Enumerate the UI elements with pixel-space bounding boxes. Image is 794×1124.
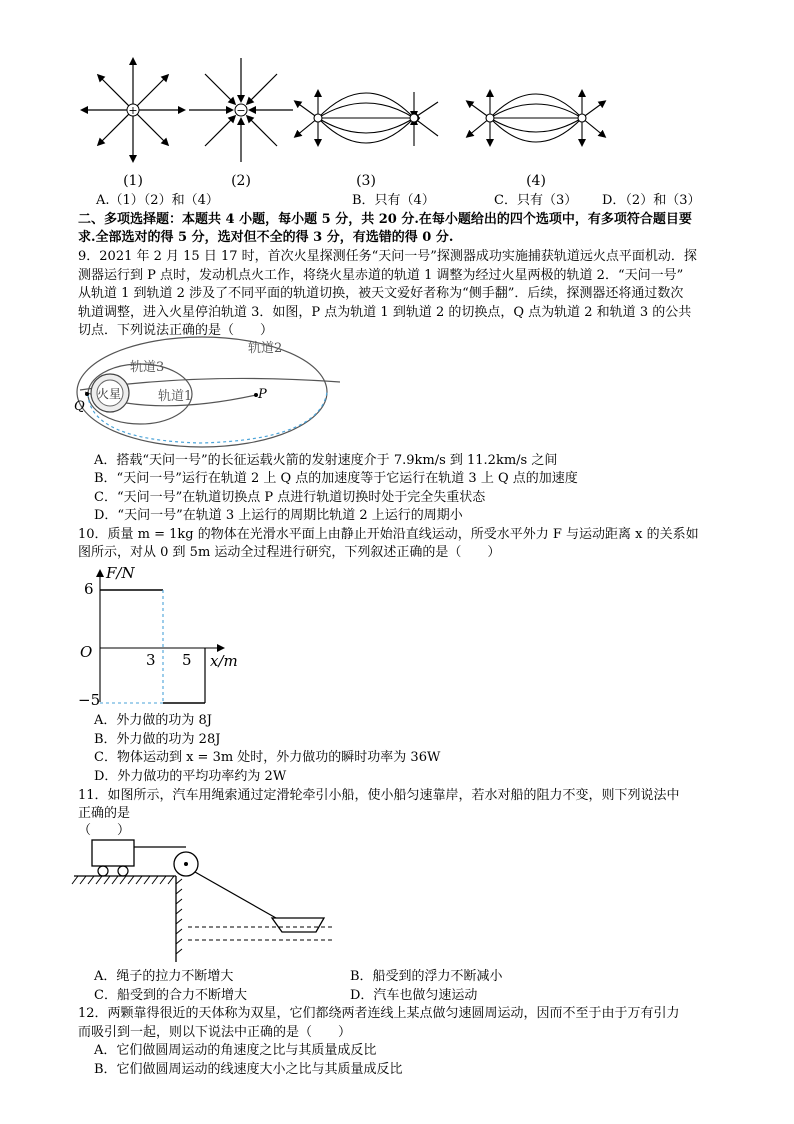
q10-line-2: 图所示，对从 0 到 5m 运动全过程进行研究，下列叙述正确的是（ ） — [78, 545, 501, 560]
q11-option-a: A．绳子的拉力不断增大 — [94, 969, 234, 984]
fig-label-2: (2) — [231, 173, 251, 189]
point-q-label: Q — [74, 399, 85, 414]
q9-line-1: 9．2021 年 2 月 15 日 17 时，首次火星探测任务“天问一号”探测器成功实施捕获轨道远火点平面机动．探 — [78, 249, 697, 264]
q8-option-c: C．只有（3） — [494, 193, 578, 208]
section2-heading-line1: 二、多项选择题：本题共 4 小题，每小题 5 分，共 20 分.在每小题给出的四个选项中，有多项符合题目要 — [78, 212, 692, 227]
q10-option-a: A．外力做的功为 8J — [94, 713, 213, 728]
q12-line-2: 而吸引到一起，则以下说法中正确的是（ ） — [78, 1025, 352, 1040]
q11-option-b: B．船受到的浮力不断减小 — [350, 969, 503, 984]
q9-option-d: D．“天问一号”在轨道 3 上运行的周期比轨道 2 上运行的周期小 — [94, 508, 463, 523]
fig-label-1: (1) — [123, 173, 143, 189]
y-tick-neg5: −5 — [78, 691, 101, 709]
q9-line-3: 从轨道 1 到轨道 2 涉及了不同平面的轨道切换，被天文爱好者称为“侧手翻”．后续，探测器还将通过数次 — [78, 286, 684, 301]
field-diagram-positive — [83, 60, 183, 160]
x-axis-label: x/m — [210, 652, 238, 670]
mars-label: 火星 — [97, 387, 122, 401]
q10-option-c: C．物体运动到 x = 3m 处时，外力做功的瞬时功率为 36W — [94, 750, 441, 765]
y-tick-6: 6 — [84, 580, 94, 598]
q11-line-2: 正确的是 — [78, 806, 131, 821]
q12-line-1: 12．两颗靠得很近的天体称为双星，它们都绕两者连线上某点做匀速圆周运动，因而不至于由于万有引力 — [78, 1006, 680, 1021]
orbit1-label: 轨道1 — [158, 389, 193, 404]
q9-line-2: 测器运行到 P 点时，发动机点火工作，将绕火星赤道的轨道 1 调整为经过火星两极的轨道 2．“天问一号” — [78, 268, 684, 283]
q12-option-b: B．它们做圆周运动的线速度大小之比与其质量成反比 — [94, 1062, 403, 1077]
point-p-label: P — [258, 387, 267, 402]
q9-option-b: B．“天问一号”运行在轨道 2 上 Q 点的加速度等于它运行在轨道 3 上 Q 点的加速度 — [94, 471, 578, 486]
orbit2-label: 轨道2 — [248, 341, 283, 356]
fig-label-4: (4) — [526, 173, 546, 189]
q9-line-5: 切点．下列说法正确的是（ ） — [78, 323, 274, 338]
car-pulley-boat-diagram — [72, 840, 335, 962]
q8-option-b: B．只有（4） — [352, 193, 435, 208]
x-tick-3: 3 — [146, 651, 156, 669]
q10-option-d: D．外力做功的平均功率约为 2W — [94, 769, 287, 784]
q8-option-a: A.（1）（2）和（4） — [96, 193, 219, 208]
q9-option-c: C．“天问一号”在轨道切换点 P 点进行轨道切换时处于完全失重状态 — [94, 490, 486, 505]
x-tick-5: 5 — [182, 651, 192, 669]
orbit3-label: 轨道3 — [130, 360, 165, 375]
fig-label-3: (3) — [356, 173, 376, 189]
orbit-diagram — [74, 337, 340, 447]
origin-label: O — [80, 643, 93, 661]
q10-line-1: 10．质量 m = 1kg 的物体在光滑水平面上由静止开始沿直线运动，所受水平外力 F 与运动距离 x 的关系如 — [78, 527, 699, 542]
field-diagram-4 — [468, 92, 604, 144]
q9-line-4: 轨道调整，进入火星停泊轨道 3．如图，P 点为轨道 1 到轨道 2 的切换点，Q 点为轨道 2 和轨道 3 的公共 — [78, 305, 692, 320]
section2-heading-line2: 求.全部选对的得 5 分，选对但不全的得 3 分，有选错的得 0 分. — [78, 230, 454, 245]
field-diagram-negative — [189, 58, 293, 162]
q12-option-a: A．它们做圆周运动的角速度之比与其质量成反比 — [94, 1043, 377, 1058]
q9-option-a: A．搭载“天问一号”的长征运载火箭的发射速度介于 7.9km/s 到 11.2km/s 之间 — [94, 453, 558, 468]
force-displacement-chart — [78, 564, 238, 709]
q11-line-3: （ ） — [78, 823, 131, 838]
y-axis-label: F/N — [106, 564, 135, 582]
svg-text:+: + — [128, 104, 138, 117]
field-diagram-3 — [296, 92, 438, 146]
q8-option-d: D．（2）和（3） — [602, 193, 701, 208]
q11-option-c: C．船受到的合力不断增大 — [94, 988, 247, 1003]
q11-line-1: 11．如图所示，汽车用绳索通过定滑轮牵引小船，使小船匀速靠岸，若水对船的阻力不变，则下列说法中 — [78, 788, 680, 803]
svg-text:−: − — [236, 104, 246, 117]
q10-option-b: B．外力做的功为 28J — [94, 732, 221, 747]
q11-option-d: D．汽车也做匀速运动 — [350, 988, 478, 1003]
